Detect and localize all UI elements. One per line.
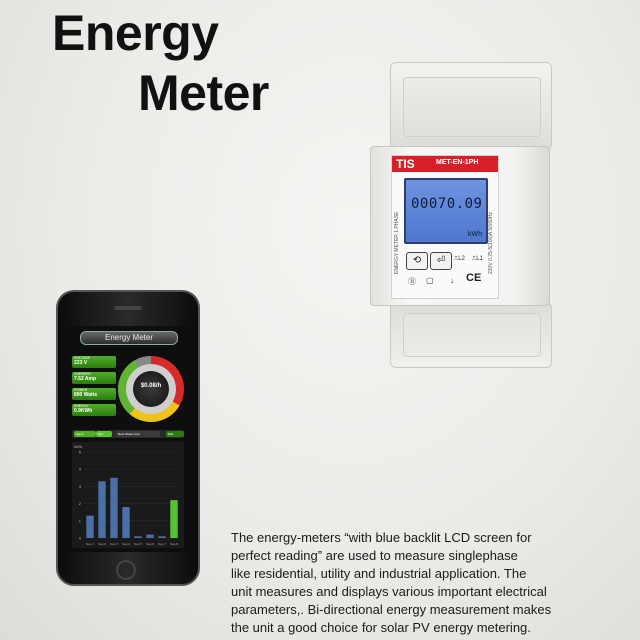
ce-mark-icon: CE [466, 272, 482, 284]
stat-label: CURRENT [74, 372, 92, 376]
meter-bottom-slot [403, 313, 541, 357]
meter-reading: 00070.09 [411, 196, 483, 212]
chart-bar [134, 536, 141, 538]
chart-bar [110, 478, 117, 538]
chart-y-tick: 2 [78, 501, 81, 507]
chart-x-tick: Sep 5 [134, 542, 142, 546]
usage-chart [72, 442, 184, 548]
description-line-3: like residential, utility and industrial application. The [231, 566, 527, 581]
heading-line-1: Energy [52, 5, 219, 61]
description-line-5: parameters,. Bi-directional energy measurement makes [231, 602, 552, 617]
energy-meter-device [360, 62, 560, 372]
stat-value: 7.62 Amp [74, 376, 97, 382]
b-symbol-icon: Ⓑ [408, 277, 416, 286]
chart-x-tick: Sep 1 [86, 542, 94, 546]
meter-face [391, 155, 499, 299]
app-title: Energy Meter [104, 333, 154, 342]
chart-y-tick: 1 [78, 518, 81, 524]
chart-bar [170, 500, 177, 538]
meter-enter-button[interactable]: ⏎ [430, 252, 452, 270]
chart-x-tick: Sep 7 [158, 542, 166, 546]
cost-gauge [118, 356, 184, 422]
chart-bar [86, 516, 93, 538]
gauge-ring [126, 364, 176, 414]
stat-value: 0.9KWh [74, 408, 93, 414]
stat-value: 223 V [74, 360, 88, 366]
chart-bar [98, 481, 105, 538]
home-button[interactable] [116, 560, 136, 580]
chart-x-tick: Sep 8 [170, 542, 178, 546]
chart-bar [122, 507, 129, 538]
chart-bar [146, 535, 153, 538]
on-toggle[interactable]: ON [96, 431, 112, 437]
chart-y-tick: 5 [78, 449, 81, 455]
stat-energy [72, 404, 116, 416]
chart-x-tick: Sep 3 [110, 542, 118, 546]
meter-bottom-cover [390, 302, 552, 368]
description-line-6: the unit a good choice for solar PV energy metering. [231, 620, 531, 635]
edit-button[interactable]: Edit [166, 431, 184, 437]
stat-label: POWER [74, 388, 88, 392]
chart-bar [158, 536, 165, 538]
meter-brand: TIS [396, 157, 415, 171]
next-week-cost-button[interactable]: Next Week Cost [116, 431, 160, 437]
phone-screen [66, 326, 190, 552]
chart-y-label: kWh [74, 444, 82, 449]
meter-top-cover [390, 62, 552, 150]
chart-x-tick: Sep 6 [146, 542, 154, 546]
arrow-down-icon: ↓ [450, 276, 454, 285]
meter-unit: kWh [468, 231, 482, 238]
meter-top-slot [403, 77, 541, 137]
meter-lcd-screen [404, 178, 488, 244]
chart-y-tick: 4 [78, 466, 81, 472]
smartphone [56, 290, 200, 586]
meter-cycle-button[interactable]: ⟲ [406, 252, 428, 270]
stat-label: ENERGY [74, 404, 89, 408]
stat-voltage [72, 356, 116, 368]
gauge-value: $0.08/h [140, 383, 162, 389]
meter-side-label: ENERGY METER 1 PHASE [394, 211, 400, 274]
chart-x-tick: Sep 4 [122, 542, 130, 546]
description-line-2: perfect reading” are used to measure singlephase [231, 548, 518, 563]
meter-model: MET-EN-1PH [436, 159, 479, 166]
app-toolbar [72, 430, 184, 438]
alerts-button[interactable]: Alerts [74, 431, 96, 437]
double-insulation-icon: ▢ [426, 276, 434, 285]
chart-y-tick: 0 [78, 535, 81, 541]
app-title-bar [80, 331, 178, 345]
stat-power [72, 388, 116, 400]
pulse-l1-icon: ⎍L1 [472, 256, 483, 262]
meter-spec-label: 230V 0.25-5(100)A 50/60Hz [488, 212, 494, 274]
description-line-4: unit measures and displays various important electrical [231, 584, 547, 599]
phone-speaker [114, 306, 142, 310]
stat-label: VOLTAGE [74, 356, 91, 360]
meter-body [370, 146, 550, 306]
description-line-1: The energy-meters “with blue backlit LCD screen for [231, 530, 532, 545]
pulse-l2-icon: ⎍L2 [454, 256, 465, 262]
chart-x-tick: Sep 2 [98, 542, 106, 546]
stat-current [72, 372, 116, 384]
heading-line-2: Meter [138, 65, 269, 121]
chart-y-tick: 3 [78, 483, 81, 489]
stat-value: 890 Watts [74, 392, 98, 398]
meter-brand-bar [392, 156, 498, 172]
gauge-center [133, 371, 169, 407]
